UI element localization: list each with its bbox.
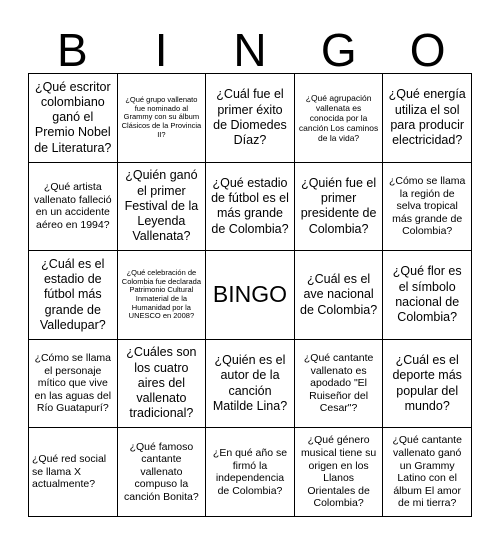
bingo-cell-r1c3[interactable]: ¿Cuál fue el primer éxito de Diomedes Díaz? — [206, 74, 295, 163]
header-letter-n: N — [233, 24, 267, 76]
bingo-cell-r2c3[interactable]: ¿Qué estadio de fútbol es el más grande de Colombia? — [206, 163, 295, 252]
bingo-cell-r4c4[interactable]: ¿Qué cantante vallenato es apodado "El Ruiseñor del Cesar"? — [295, 340, 384, 429]
bingo-cell-r2c4[interactable]: ¿Quién fue el primer presidente de Colombia? — [295, 163, 384, 252]
bingo-cell-r5c2[interactable]: ¿Qué famoso cantante vallenato compuso la canción Bonita? — [118, 428, 207, 517]
bingo-cell-r4c5[interactable]: ¿Cuál es el deporte más popular del mundo? — [383, 340, 472, 429]
bingo-cell-r2c1[interactable]: ¿Qué artista vallenato falleció en un accidente aéreo en 1994? — [29, 163, 118, 252]
bingo-cell-r1c1[interactable]: ¿Qué escritor colombiano ganó el Premio Nobel de Literatura? — [29, 74, 118, 163]
header-letter-g: G — [320, 24, 357, 76]
bingo-cell-r2c5[interactable]: ¿Cómo se llama la región de selva tropical más grande de Colombia? — [383, 163, 472, 252]
bingo-cell-r5c1[interactable]: ¿Qué red social se llama X actualmente? — [29, 428, 118, 517]
bingo-cell-r4c1[interactable]: ¿Cómo se llama el personaje mítico que vive en las aguas del Río Guatapurí? — [29, 340, 118, 429]
bingo-cell-r5c4[interactable]: ¿Qué género musical tiene su origen en los Llanos Orientales de Colombia? — [295, 428, 384, 517]
header-letter-b: B — [57, 24, 88, 76]
bingo-cell-r1c5[interactable]: ¿Qué energía utiliza el sol para producir electricidad? — [383, 74, 472, 163]
bingo-free-space[interactable]: BINGO — [206, 251, 295, 340]
bingo-cell-r5c3[interactable]: ¿En qué año se firmó la independencia de Colombia? — [206, 428, 295, 517]
bingo-cell-r3c4[interactable]: ¿Cuál es el ave nacional de Colombia? — [295, 251, 384, 340]
bingo-cell-r3c1[interactable]: ¿Cuál es el estadio de fútbol más grande de Valledupar? — [29, 251, 118, 340]
bingo-cell-r5c5[interactable]: ¿Qué cantante vallenato ganó un Grammy Latino con el álbum El amor de mi tierra? — [383, 428, 472, 517]
bingo-cell-r2c2[interactable]: ¿Quién ganó el primer Festival de la Leyenda Vallenata? — [118, 163, 207, 252]
bingo-header — [28, 22, 472, 78]
bingo-cell-r4c3[interactable]: ¿Quién es el autor de la canción Matilde Lina? — [206, 340, 295, 429]
bingo-cell-r1c2[interactable]: ¿Qué grupo vallenato fue nominado al Grammy con su álbum Clásicos de la Provincia II? — [118, 74, 207, 163]
header-letter-i: I — [154, 24, 168, 76]
bingo-cell-r3c2[interactable]: ¿Qué celebración de Colombia fue declarada Patrimonio Cultural Inmaterial de la Humanidad por la UNESCO en 2008? — [118, 251, 207, 340]
bingo-board — [28, 73, 472, 517]
bingo-cell-r1c4[interactable]: ¿Qué agrupación vallenata es conocida por la canción Los caminos de la vida? — [295, 74, 384, 163]
bingo-cell-r4c2[interactable]: ¿Cuáles son los cuatro aires del vallenato tradicional? — [118, 340, 207, 429]
bingo-cell-r3c5[interactable]: ¿Qué flor es el símbolo nacional de Colombia? — [383, 251, 472, 340]
header-letter-o: O — [409, 24, 446, 76]
